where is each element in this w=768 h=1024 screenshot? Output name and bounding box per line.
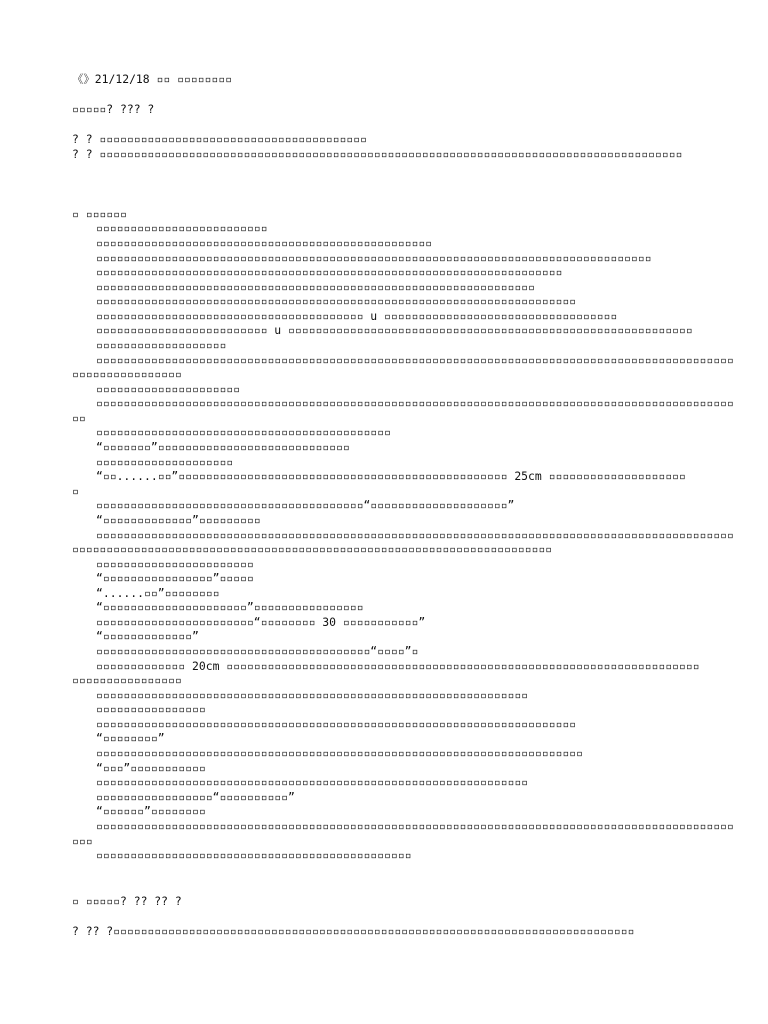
body-line-continuation: ▫ — [72, 484, 79, 498]
quoted-line: “▫▫▫▫▫▫▫▫▫▫▫▫▫”▫▫▫▫▫▫▫▫▫ — [96, 513, 261, 527]
body-line: ▫▫▫▫▫▫▫▫▫▫▫▫▫▫▫▫▫▫▫▫▫▫▫▫▫▫▫▫▫▫▫▫▫▫▫▫▫▫▫▫▫▫▫▫▫▫▫▫▫▫▫▫▫▫▫▫▫▫▫▫▫▫▫ — [96, 688, 529, 702]
quoted-line: “▫▫▫”▫▫▫▫▫▫▫▫▫▫▫ — [96, 761, 206, 775]
body-line: ▫▫▫▫▫▫▫▫▫▫▫▫▫▫▫▫▫▫▫▫▫▫▫▫▫▫▫▫▫▫▫▫▫▫▫▫▫▫▫▫▫▫▫▫▫▫▫▫▫ — [96, 236, 433, 250]
body-line-continuation: ▫▫▫▫▫▫▫▫▫▫▫▫▫▫▫▫▫▫▫▫▫▫▫▫▫▫▫▫▫▫▫▫▫▫▫▫▫▫▫▫▫▫▫▫▫▫▫▫▫▫▫▫▫▫▫▫▫▫▫▫▫▫▫▫▫▫▫▫▫▫ — [72, 542, 553, 556]
quoted-line: “▫▫▫▫▫▫▫▫” — [96, 731, 165, 745]
body-line: ▫▫▫▫▫▫▫▫▫▫▫▫▫▫▫▫▫▫▫▫▫▫▫▫▫▫▫▫▫▫▫▫▫▫▫▫▫▫▫▫▫▫▫▫▫▫▫▫▫▫▫▫▫▫▫▫▫▫▫▫▫▫▫▫▫▫▫▫▫▫ — [96, 294, 577, 308]
body-line: ▫▫▫▫▫▫▫▫▫▫▫▫▫▫▫▫▫▫▫▫▫▫▫▫▫ — [96, 221, 268, 235]
body-line: ▫▫▫▫▫▫▫▫▫▫▫▫▫▫▫▫▫▫▫▫▫▫▫▫▫▫▫▫▫▫▫▫▫▫▫▫▫▫▫▫▫▫▫▫▫▫▫▫▫▫▫▫▫▫▫▫▫▫▫▫▫▫▫▫ — [96, 280, 535, 294]
quoted-line: “▫▫▫▫▫▫▫▫▫▫▫▫▫▫▫▫▫▫▫▫▫”▫▫▫▫▫▫▫▫▫▫▫▫▫▫▫▫ — [96, 600, 364, 614]
body-line-continuation: ▫▫▫▫▫▫▫▫▫▫▫▫▫▫▫▫ — [72, 367, 182, 381]
body-line: ▫▫▫▫▫▫▫▫▫▫▫▫▫▫▫▫▫▫▫▫▫▫▫▫▫▫▫▫▫▫▫▫▫▫▫▫▫▫▫▫▫▫▫▫▫▫▫▫▫▫▫▫▫▫▫▫▫▫▫▫▫▫▫▫▫▫▫▫ — [96, 265, 563, 279]
body-line: ▫▫▫▫▫▫▫▫▫▫▫▫▫▫▫▫▫▫▫▫▫▫▫▫▫▫▫▫▫▫▫▫▫▫▫▫▫▫▫▫“▫▫▫▫”▫ — [96, 644, 419, 658]
body-line: ▫▫▫▫▫▫▫▫▫▫▫▫▫▫▫▫▫▫▫▫▫▫▫▫▫▫▫▫▫▫▫▫▫▫▫▫▫▫▫▫▫▫▫▫▫▫▫▫▫▫▫▫▫▫▫▫▫▫▫▫▫▫▫▫▫▫▫▫▫▫▫▫▫▫▫▫▫▫▫▫▫▫▫▫▫▫▫▫▫▫▫▫▫ — [96, 528, 734, 542]
section-heading: ▫ ▫▫▫▫▫? ?? ?? ? — [72, 894, 182, 908]
body-line: ▫▫▫▫▫▫▫▫▫▫▫▫▫▫▫▫▫▫▫▫ — [96, 455, 234, 469]
body-line: ▫▫▫▫▫▫▫▫▫▫▫▫▫▫▫▫▫▫▫▫▫▫▫▫▫▫▫▫▫▫▫▫▫▫▫▫▫▫▫▫▫▫▫▫▫▫ — [96, 848, 412, 862]
quoted-line: “▫▫▫▫▫▫▫”▫▫▫▫▫▫▫▫▫▫▫▫▫▫▫▫▫▫▫▫▫▫▫▫▫▫▫▫ — [96, 440, 350, 454]
body-line-continuation: ▫▫▫ — [72, 834, 93, 848]
body-line: ▫▫▫▫▫▫▫▫▫▫▫▫▫▫▫▫▫▫▫▫▫▫▫▫▫ u ▫▫▫▫▫▫▫▫▫▫▫▫▫▫▫▫▫▫▫▫▫▫▫▫▫▫▫▫▫▫▫▫▫▫▫▫▫▫▫▫▫▫▫▫▫▫▫▫▫▫▫▫▫▫▫▫▫▫▫ — [96, 323, 693, 337]
body-line: ▫▫▫▫▫▫▫▫▫▫▫▫▫▫▫▫▫▫▫▫▫▫▫“▫▫▫▫▫▫▫▫ 30 ▫▫▫▫▫▫▫▫▫▫▫” — [96, 615, 426, 629]
body-line: ▫▫▫▫▫▫▫▫▫▫▫▫▫▫▫▫▫▫▫▫▫▫▫▫▫▫▫▫▫▫▫▫▫▫▫▫▫▫▫▫▫▫▫ — [96, 425, 391, 439]
document-date-line: 《》21/12/18 ▫▫ ▫▫▫▫▫▫▫▫ — [72, 72, 232, 86]
quoted-line: “▫▫▫▫▫▫”▫▫▫▫▫▫▫▫ — [96, 804, 206, 818]
body-line: ▫▫▫▫▫▫▫▫▫▫▫▫▫▫▫▫▫▫▫▫▫▫▫▫▫▫▫▫▫▫▫▫▫▫▫▫▫▫▫▫▫▫▫▫▫▫▫▫▫▫▫▫▫▫▫▫▫▫▫▫▫▫▫▫▫▫▫▫▫▫▫▫▫▫▫▫▫▫▫▫▫▫▫▫▫▫▫▫▫▫▫▫▫ — [96, 353, 734, 367]
body-line: ▫▫▫▫▫▫▫▫▫▫▫▫▫▫▫▫ — [96, 702, 206, 716]
body-line: ▫▫▫▫▫▫▫▫▫▫▫▫▫▫▫▫▫▫▫▫▫▫▫▫▫▫▫▫▫▫▫▫▫▫▫▫▫▫▫ u ▫▫▫▫▫▫▫▫▫▫▫▫▫▫▫▫▫▫▫▫▫▫▫▫▫▫▫▫▫▫▫▫▫▫ — [96, 309, 618, 323]
body-line: ▫▫▫▫▫▫▫▫▫▫▫▫▫▫▫▫▫“▫▫▫▫▫▫▫▫▫▫” — [96, 790, 295, 804]
quoted-line: “▫▫......▫▫”▫▫▫▫▫▫▫▫▫▫▫▫▫▫▫▫▫▫▫▫▫▫▫▫▫▫▫▫▫▫▫▫▫▫▫▫▫▫▫▫▫▫▫▫▫▫▫▫ 25cm ▫▫▫▫▫▫▫▫▫▫▫▫▫▫▫▫▫▫▫▫ — [96, 469, 686, 483]
body-line: ▫▫▫▫▫▫▫▫▫▫▫▫▫▫▫▫▫▫▫▫▫▫▫▫▫▫▫▫▫▫▫▫▫▫▫▫▫▫▫▫▫▫▫▫▫▫▫▫▫▫▫▫▫▫▫▫▫▫▫▫▫▫▫▫▫▫▫▫▫▫▫▫▫▫▫▫▫▫▫▫▫▫▫▫▫▫▫▫▫▫▫▫▫ — [96, 396, 734, 410]
quoted-line: “......▫▫”▫▫▫▫▫▫▫▫ — [96, 586, 220, 600]
body-line: ▫▫▫▫▫▫▫▫▫▫▫▫▫▫▫▫▫▫▫▫▫▫▫▫▫▫▫▫▫▫▫▫▫▫▫▫▫▫▫▫▫▫▫▫▫▫▫▫▫▫▫▫▫▫▫▫▫▫▫▫▫▫▫▫▫▫▫▫▫▫▫ — [96, 746, 583, 760]
footer-line: ? ?? ?▫▫▫▫▫▫▫▫▫▫▫▫▫▫▫▫▫▫▫▫▫▫▫▫▫▫▫▫▫▫▫▫▫▫▫▫▫▫▫▫▫▫▫▫▫▫▫▫▫▫▫▫▫▫▫▫▫▫▫▫▫▫▫▫▫▫▫▫▫▫▫▫▫▫▫▫ — [72, 924, 635, 938]
body-line: ▫▫▫▫▫▫▫▫▫▫▫▫▫▫▫▫▫▫▫▫▫▫▫▫▫▫▫▫▫▫▫▫▫▫▫▫▫▫▫▫▫▫▫▫▫▫▫▫▫▫▫▫▫▫▫▫▫▫▫▫▫▫▫▫▫▫▫▫▫▫▫▫▫▫▫▫▫▫▫▫▫▫▫▫▫▫▫▫▫▫▫▫▫ — [96, 819, 734, 833]
body-line: ▫▫▫▫▫▫▫▫▫▫▫▫▫▫▫▫▫▫▫▫▫ — [96, 382, 241, 396]
header-info-line: ? ? ▫▫▫▫▫▫▫▫▫▫▫▫▫▫▫▫▫▫▫▫▫▫▫▫▫▫▫▫▫▫▫▫▫▫▫▫▫▫▫ — [72, 132, 367, 146]
body-line: ▫▫▫▫▫▫▫▫▫▫▫▫▫▫▫▫▫▫▫▫▫▫▫▫▫▫▫▫▫▫▫▫▫▫▫▫▫▫▫“▫▫▫▫▫▫▫▫▫▫▫▫▫▫▫▫▫▫▫▫” — [96, 498, 515, 512]
body-line: ▫▫▫▫▫▫▫▫▫▫▫▫▫▫▫▫▫▫▫▫▫▫▫▫▫▫▫▫▫▫▫▫▫▫▫▫▫▫▫▫▫▫▫▫▫▫▫▫▫▫▫▫▫▫▫▫▫▫▫▫▫▫▫ — [96, 775, 529, 789]
body-line: ▫▫▫▫▫▫▫▫▫▫▫▫▫▫▫▫▫▫▫ — [96, 338, 227, 352]
body-line: ▫▫▫▫▫▫▫▫▫▫▫▫▫▫▫▫▫▫▫▫▫▫▫▫▫▫▫▫▫▫▫▫▫▫▫▫▫▫▫▫▫▫▫▫▫▫▫▫▫▫▫▫▫▫▫▫▫▫▫▫▫▫▫▫▫▫▫▫▫▫▫▫▫▫▫▫▫▫▫▫▫ — [96, 251, 652, 265]
body-line: ▫▫▫▫▫▫▫▫▫▫▫▫▫ 20cm ▫▫▫▫▫▫▫▫▫▫▫▫▫▫▫▫▫▫▫▫▫▫▫▫▫▫▫▫▫▫▫▫▫▫▫▫▫▫▫▫▫▫▫▫▫▫▫▫▫▫▫▫▫▫▫▫▫▫▫▫▫▫▫▫▫▫▫▫▫ — [96, 659, 700, 673]
section-heading: ▫ ▫▫▫▫▫▫ — [72, 207, 127, 221]
body-line: ▫▫▫▫▫▫▫▫▫▫▫▫▫▫▫▫▫▫▫▫▫▫▫ — [96, 557, 254, 571]
header-info-line: ? ? ▫▫▫▫▫▫▫▫▫▫▫▫▫▫▫▫▫▫▫▫▫▫▫▫▫▫▫▫▫▫▫▫▫▫▫▫▫▫▫▫▫▫▫▫▫▫▫▫▫▫▫▫▫▫▫▫▫▫▫▫▫▫▫▫▫▫▫▫▫▫▫▫▫▫▫▫▫▫▫▫▫▫▫▫▫ — [72, 147, 683, 161]
quoted-line: “▫▫▫▫▫▫▫▫▫▫▫▫▫▫▫▫”▫▫▫▫▫ — [96, 571, 254, 585]
quoted-line: “▫▫▫▫▫▫▫▫▫▫▫▫▫” — [96, 629, 199, 643]
body-line-continuation: ▫▫▫▫▫▫▫▫▫▫▫▫▫▫▫▫ — [72, 673, 182, 687]
body-line-continuation: ▫▫ — [72, 411, 86, 425]
body-line: ▫▫▫▫▫▫▫▫▫▫▫▫▫▫▫▫▫▫▫▫▫▫▫▫▫▫▫▫▫▫▫▫▫▫▫▫▫▫▫▫▫▫▫▫▫▫▫▫▫▫▫▫▫▫▫▫▫▫▫▫▫▫▫▫▫▫▫▫▫▫ — [96, 717, 577, 731]
document-title-line: ▫▫▫▫▫? ??? ? — [72, 102, 155, 116]
